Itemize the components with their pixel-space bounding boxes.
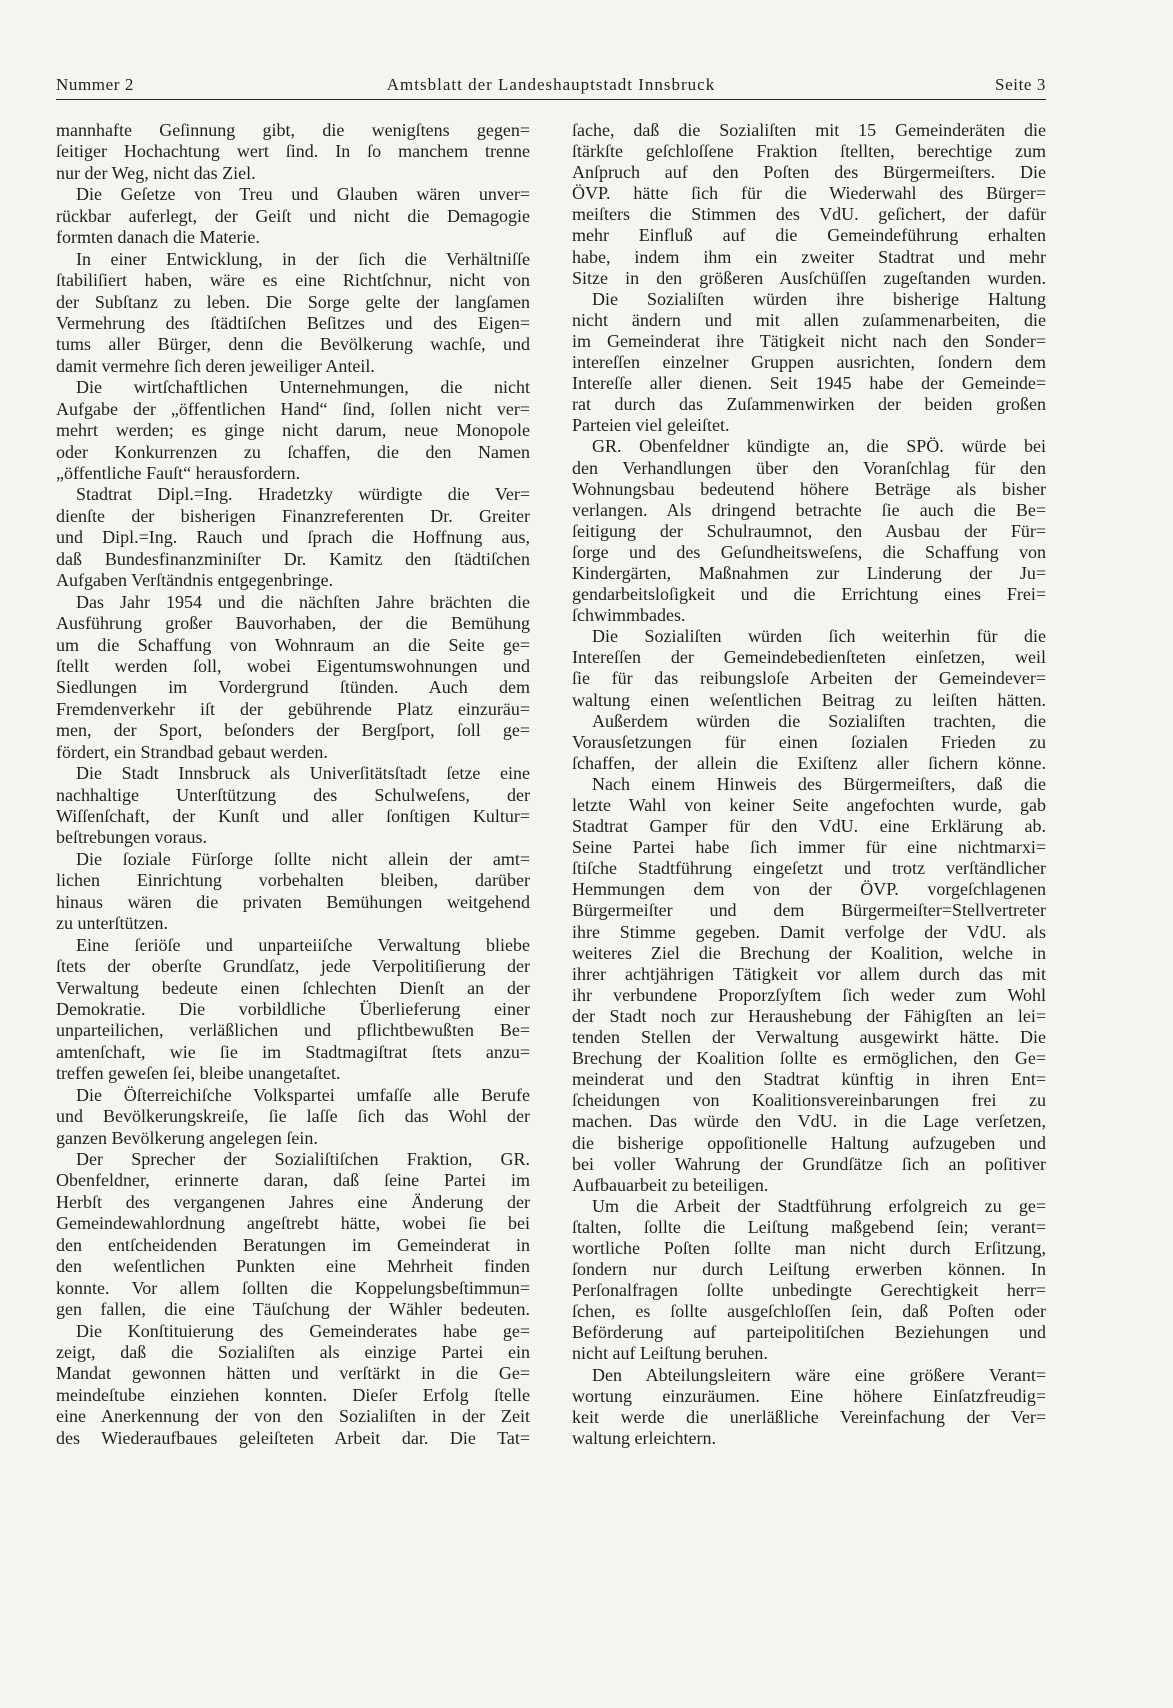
text-line: tenden Stellen der Verwaltung ausgewirkt hätte. Die xyxy=(572,1027,1046,1048)
text-line: Die Stadt Innsbruck als Univerſitätsſtadt ſetze eine xyxy=(76,763,530,784)
text-line: ſtärkſte geſchloſſene Fraktion ſtellten, berechtige zum xyxy=(572,141,1046,162)
text-line: Intereſſen der Gemeindebedienſteten einſetzen, weil xyxy=(572,647,1046,668)
text-line: keit werde die unerläßliche Vereinfachung der Ver= xyxy=(572,1406,1046,1427)
text-line: machen. Das würde den VdU. in die Lage verſetzen, xyxy=(572,1111,1046,1132)
text-line: nicht ändern und mit allen zuſammenarbeiten, die xyxy=(572,309,1046,330)
text-line: Außerdem würden die Sozialiſten trachten, die xyxy=(592,710,1046,731)
text-line: der Subſtanz zu leben. Die Sorge gelte der langſamen xyxy=(56,291,530,312)
paragraph xyxy=(572,289,1046,437)
text-line: ſtalten, ſollte die Leiſtung maßgebend ſein; verant= xyxy=(572,1216,1046,1237)
text-line: ſeitiger Hochachtung wert ſind. In ſo manchem trenne xyxy=(56,141,530,162)
text-line: Die wirtſchaftlichen Unternehmungen, die nicht xyxy=(76,377,530,398)
text-line: ſtabiliſiert haben, wäre es eine Richtſchnur, nicht von xyxy=(56,270,530,291)
text-line: bei voller Wahrung der Grundſätze ſich an poſitiver xyxy=(572,1153,1046,1174)
paragraph xyxy=(56,592,530,764)
text-line: Hemmungen dem von der ÖVP. vorgeſchlagenen xyxy=(572,879,1046,900)
text-line: ſchaffen, der allein die Exiſtenz aller ſichern könne. xyxy=(572,752,1046,773)
text-line: wortung einzuräumen. Eine höhere Einſatzfreudig= xyxy=(572,1385,1046,1406)
text-line: Wohnungsbau bedeutend höhere Beträge als bisher xyxy=(572,478,1046,499)
text-line: konnte. Vor allem ſollten die Koppelungsbeſtimmun= xyxy=(56,1277,530,1298)
text-line: Aufgaben Verſtändnis entgegenbringe. xyxy=(56,570,334,591)
text-line: ſorge und des Geſundheitsweſens, die Schaffung von xyxy=(572,541,1046,562)
text-line: men, der Sport, beſonders der Bergſport, ſoll ge= xyxy=(56,720,530,741)
text-line: nur der Weg, nicht das Ziel. xyxy=(56,162,256,183)
text-line: ſcheidungen von Koalitionsvereinbarungen frei zu xyxy=(572,1090,1046,1111)
text-line: den weſentlichen Punkten eine Mehrheit finden xyxy=(56,1256,530,1277)
text-line: Die Konſtituierung des Gemeinderates habe ge= xyxy=(76,1320,530,1341)
text-line: ſchwimmbades. xyxy=(572,605,686,626)
text-line: ganzen Bevölkerung angelegen ſein. xyxy=(56,1127,318,1148)
text-line: rückbar auferlegt, der Geiſt und nicht die Demagogie xyxy=(56,205,530,226)
text-line: ihrer achtjährigen Tätigkeit vor allem durch das mit xyxy=(572,963,1046,984)
text-line: meindeſtube einziehen konnten. Dieſer Erfolg ſtelle xyxy=(56,1384,530,1405)
paragraph xyxy=(572,774,1046,1196)
text-line: eine Anerkennung der von den Sozialiſten in der Zeit xyxy=(56,1406,530,1427)
text-line: Die Sozialiſten würden ſich weiterhin für die xyxy=(592,626,1046,647)
paragraph xyxy=(572,436,1046,626)
text-line: ſie für das reibungsloſe Arbeiten der Gemeindever= xyxy=(572,668,1046,689)
text-line: waltung einen weſentlichen Beitrag zu leiſten hätten. xyxy=(572,689,1046,710)
text-line: Eine ſeriöſe und unparteiiſche Verwaltung bliebe xyxy=(76,934,530,955)
text-line: Bürgermeiſter und dem Bürgermeiſter=Stellvertreter xyxy=(572,900,1046,921)
text-line: um die Schaffung von Wohnraum an die Seite ge= xyxy=(56,634,530,655)
text-line: gen fallen, die eine Täuſchung der Wähler bedeuten. xyxy=(56,1299,530,1320)
text-line: waltung erleichtern. xyxy=(572,1427,716,1448)
text-line: oder Konkurrenzen zu ſchaffen, die den Namen xyxy=(56,441,530,462)
text-line: Die Geſetze von Treu und Glauben wären unver= xyxy=(76,184,530,205)
text-line: Herbſt des vergangenen Jahres eine Änderung der xyxy=(56,1191,530,1212)
text-line: Brechung der Koalition ſollte es ermöglichen, den Ge= xyxy=(572,1048,1046,1069)
text-line: fördert, ein Strandbad gebaut werden. xyxy=(56,741,328,762)
text-line: ſache, daß die Sozialiſten mit 15 Gemeinderäten die xyxy=(572,120,1046,140)
text-line: Perſonalfragen ſollte unbedingte Gerechtigkeit herr= xyxy=(572,1280,1046,1301)
text-line: Mandat gewonnen hätten und verſtärkt in die Ge= xyxy=(56,1363,530,1384)
paragraph xyxy=(572,1365,1046,1449)
text-line: Um die Arbeit der Stadtführung erfolgreich zu ge= xyxy=(592,1195,1046,1216)
text-line: hinaus wären die privaten Bemühungen weitgehend xyxy=(56,891,530,912)
text-column-right xyxy=(572,120,1046,1449)
text-line: Siedlungen im Vordergrund ſtünden. Auch dem xyxy=(56,677,530,698)
text-line: ihre Stimme gegeben. Damit verfolge der VdU. als xyxy=(572,921,1046,942)
text-line: Parteien viel geleiſtet. xyxy=(572,415,730,436)
text-line: lichen Einrichtung vorbehalten bleiben, darüber xyxy=(56,870,530,891)
text-line: ſtellt werden ſoll, wobei Eigentumswohnungen und xyxy=(56,655,530,676)
text-line: ſondern nur durch Leiſtung erwerben können. In xyxy=(572,1259,1046,1280)
text-line: zu unterſtützen. xyxy=(56,913,168,934)
text-line: Intereſſe aller dienen. Seit 1945 habe der Gemeinde= xyxy=(572,373,1046,394)
paragraph xyxy=(56,377,530,484)
text-line: Verwaltung bedeute einen ſchlechten Dienſt an der xyxy=(56,977,530,998)
text-line: mannhafte Geſinnung gibt, die wenigſtens gegen= xyxy=(56,120,530,140)
text-line: Der Sprecher der Sozialiſtiſchen Fraktion, GR. xyxy=(76,1149,530,1169)
text-line: Seine Partei habe ſich immer für eine nichtmarxi= xyxy=(572,837,1046,858)
text-line: verlangen. Als dringend betrachte ſie auch die Be= xyxy=(572,499,1046,520)
text-line: damit vermehre ſich deren jeweiliger Anteil. xyxy=(56,355,375,376)
text-line: mehr Einfluß auf die Gemeindeführung erhalten xyxy=(572,225,1046,246)
text-line: intereſſen einzelner Gruppen ausrichten, ſondern dem xyxy=(572,352,1046,373)
text-line: Ausführung großer Bauvorhaben, der die Bemühung xyxy=(56,613,530,634)
text-line: Die ſoziale Fürſorge ſollte nicht allein der amt= xyxy=(76,848,530,869)
paragraph xyxy=(56,1321,530,1450)
publication-title: Amtsblatt der Landeshauptstadt Innsbruck xyxy=(386,75,716,94)
text-line: Das Jahr 1954 und die nächſten Jahre brächten die xyxy=(76,591,530,612)
text-line: weiteres Ziel die Brechung der Koalition, welche in xyxy=(572,942,1046,963)
text-line: meinderat und den Stadtrat künftig in ihren Ent= xyxy=(572,1069,1046,1090)
paragraph xyxy=(56,184,530,248)
paragraph xyxy=(56,484,530,591)
text-line: den Verhandlungen über den Voranſchlag für den xyxy=(572,457,1046,478)
text-line: nachhaltige Unterſtützung des Schulweſens, der xyxy=(56,784,530,805)
text-line: des Wiederaufbaues geleiſteten Arbeit dar. Die Tat= xyxy=(56,1427,530,1448)
text-line: tums aller Bürger, denn die Bevölkerung wachſe, und xyxy=(56,334,530,355)
text-line: treffen geweſen ſei, bleibe unangetaſtet. xyxy=(56,1063,341,1084)
issue-number: Nummer 2 xyxy=(56,75,134,94)
text-line: die bisherige oppoſitionelle Haltung aufzugeben und xyxy=(572,1132,1046,1153)
text-line: zeigt, daß die Sozialiſten als einzige Partei ein xyxy=(56,1341,530,1362)
text-line: Stadtrat Dipl.=Ing. Hradetzky würdigte die Ver= xyxy=(76,484,530,505)
paragraph xyxy=(56,1085,530,1149)
text-line: gendarbeitsloſigkeit und die Errichtung eines Frei= xyxy=(572,584,1046,605)
text-line: im Gemeinderat ihre Tätigkeit nicht nach den Sonder= xyxy=(572,330,1046,351)
text-line: ihr verbundene Proporzſyſtem ſich weder zum Wohl xyxy=(572,984,1046,1005)
text-line: meiſters die Stimmen des VdU. geſichert, der dafür xyxy=(572,204,1046,225)
text-line: GR. Obenfeldner kündigte an, die SPÖ. würde bei xyxy=(592,436,1046,457)
paragraph xyxy=(56,249,530,378)
text-line: beſtrebungen voraus. xyxy=(56,827,207,848)
text-line: daß Bundesfinanzminiſter Dr. Kamitz den ſtädtiſchen xyxy=(56,548,530,569)
text-line: Demokratie. Die vorbildliche Überlieferung einer xyxy=(56,998,530,1019)
text-line: Aufgabe der „öffentlichen Hand“ ſind, ſollen nicht ver= xyxy=(56,398,530,419)
page-header xyxy=(56,70,1046,100)
paragraph xyxy=(572,711,1046,774)
text-line: wortliche Poſten ſollte man nicht durch Erſitzung, xyxy=(572,1237,1046,1258)
text-line: und Bevölkerungskreiſe, ſie laſſe ſich das Wohl der xyxy=(56,1106,530,1127)
paragraph xyxy=(56,763,530,849)
text-line: ſchen, es ſollte ausgeſchloſſen ſein, daß Poſten oder xyxy=(572,1301,1046,1322)
paragraph xyxy=(572,120,1046,289)
paragraph xyxy=(56,935,530,1085)
text-line: Nach einem Hinweis des Bürgermeiſters, daß die xyxy=(592,773,1046,794)
text-line: Wiſſenſchaft, der Kunſt und aller ſonſtigen Kultur= xyxy=(56,806,530,826)
text-line: Sitze in den größeren Ausſchüſſen zugeſtanden wurden. xyxy=(572,267,1046,288)
text-line: und Dipl.=Ing. Rauch und ſprach die Hoffnung aus, xyxy=(56,527,530,548)
paragraph xyxy=(56,1149,530,1321)
text-line: Vermehrung des ſtädtiſchen Beſitzes und des Eigen= xyxy=(56,312,530,333)
text-line: Gemeindewahlordnung angeſtrebt hätte, wobei ſie bei xyxy=(56,1213,530,1234)
text-line: Die Öſterreichiſche Volkspartei umfaſſe alle Berufe xyxy=(76,1084,530,1105)
text-line: Kindergärten, Maßnahmen zur Linderung der Ju= xyxy=(572,562,1046,583)
paragraph xyxy=(572,1196,1046,1365)
paragraph xyxy=(56,120,530,184)
page-number: Seite 3 xyxy=(995,75,1046,94)
text-line: habe, indem ihm ein zweiter Stadtrat und mehr xyxy=(572,246,1046,267)
text-line: formten danach die Materie. xyxy=(56,227,260,248)
text-line: Stadtrat Gamper für den VdU. eine Erklärung ab. xyxy=(572,816,1046,837)
text-line: Vorausſetzungen für einen ſozialen Frieden zu xyxy=(572,731,1046,752)
text-line: dienſte der bisherigen Finanzreferenten Dr. Greiter xyxy=(56,505,530,526)
text-line: amtenſchaft, wie ſie im Stadtmagiſtrat ſtets anzu= xyxy=(56,1041,530,1062)
text-line: Beförderung auf parteipolitiſchen Beziehungen und xyxy=(572,1322,1046,1343)
text-line: Obenfeldner, erinnerte daran, daß ſeine Partei im xyxy=(56,1170,530,1191)
text-line: rat durch das Zuſammenwirken der beiden großen xyxy=(572,394,1046,415)
text-line: ÖVP. hätte ſich für die Wiederwahl des Bürger= xyxy=(572,183,1046,204)
text-line: ſtiſche Stadtführung eingeſetzt und trotz verſtändlicher xyxy=(572,858,1046,879)
text-line: letzte Wahl von keiner Seite angefochten wurde, gab xyxy=(572,795,1046,815)
text-line: den entſcheidenden Beratungen im Gemeinderat in xyxy=(56,1234,530,1255)
text-column-left xyxy=(56,120,530,1449)
text-line: der Stadt noch zur Heraushebung der Fähigſten an lei= xyxy=(572,1005,1046,1026)
text-line: In einer Entwicklung, in der ſich die Verhältniſſe xyxy=(76,248,530,269)
paragraph xyxy=(572,626,1046,710)
text-line: ſeitigung der Schulraumnot, den Ausbau der Für= xyxy=(572,520,1046,541)
text-line: Fremdenverkehr iſt der gebührende Platz einzuräu= xyxy=(56,698,530,719)
text-line: Den Abteilungsleitern wäre eine größere Verant= xyxy=(592,1364,1046,1385)
text-line: unparteilichen, verläßlichen und pflichtbewußten Be= xyxy=(56,1020,530,1041)
text-line: ſtets der oberſte Grundſatz, jede Verpolitiſierung der xyxy=(56,956,530,977)
text-line: Aufbauarbeit zu beteiligen. xyxy=(572,1174,769,1195)
text-line: Anſpruch auf den Poſten des Bürgermeiſters. Die xyxy=(572,162,1046,183)
text-line: mehrt werden; es ginge nicht darum, neue Monopole xyxy=(56,420,530,441)
text-line: „öffentliche Fauſt“ herausfordern. xyxy=(56,463,301,483)
paragraph xyxy=(56,849,530,935)
text-line: Die Sozialiſten würden ihre bisherige Haltung xyxy=(592,288,1046,309)
text-line: nicht auf Leiſtung beruhen. xyxy=(572,1343,768,1364)
